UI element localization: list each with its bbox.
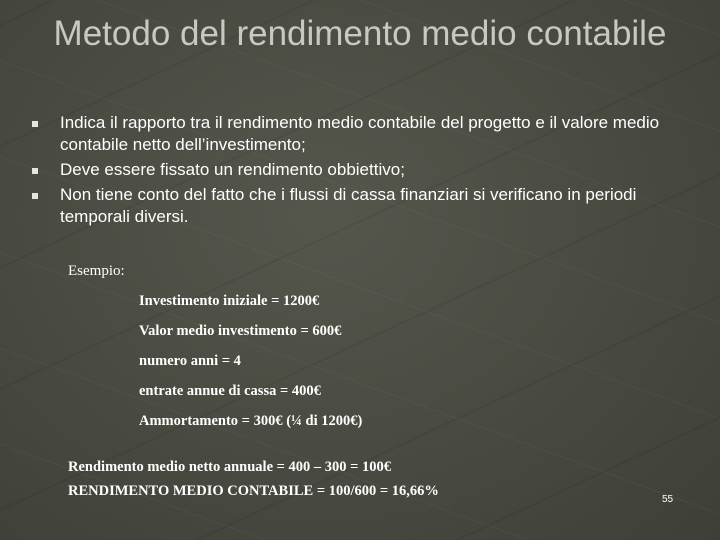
- result-line: RENDIMENTO MEDIO CONTABILE = 100/600 = 16,66%: [68, 483, 439, 499]
- example-line: numero anni = 4: [139, 353, 241, 369]
- example-label: Esempio:: [68, 263, 125, 279]
- bullet-list: [32, 112, 682, 231]
- bullet-item: [32, 184, 682, 228]
- square-bullet-icon: [32, 168, 38, 174]
- square-bullet-icon: [32, 193, 38, 199]
- bullet-text: Non tiene conto del fatto che i flussi di cassa finanziari si verificano in periodi temporali diversi.: [60, 185, 637, 226]
- example-calculations: [139, 290, 362, 440]
- slide-title: Metodo del rendimento medio contabile: [53, 14, 667, 53]
- example-line: Valor medio investimento = 600€: [139, 323, 342, 339]
- square-bullet-icon: [32, 121, 38, 127]
- page-number: 55: [662, 494, 674, 505]
- bullet-text: Deve essere fissato un rendimento obbiettivo;: [60, 160, 405, 179]
- bullet-item: [32, 159, 682, 181]
- result-block: [68, 455, 439, 503]
- example-line: Investimento iniziale = 1200€: [139, 293, 320, 309]
- result-line: Rendimento medio netto annuale = 400 – 300 = 100€: [68, 459, 392, 475]
- bullet-item: [32, 112, 682, 156]
- example-line: entrate annue di cassa = 400€: [139, 383, 321, 399]
- example-line: Ammortamento = 300€ (¼ di 1200€): [139, 413, 363, 429]
- bullet-text: Indica il rapporto tra il rendimento medio contabile del progetto e il valore medio contabile netto dell’investimento;: [60, 113, 660, 154]
